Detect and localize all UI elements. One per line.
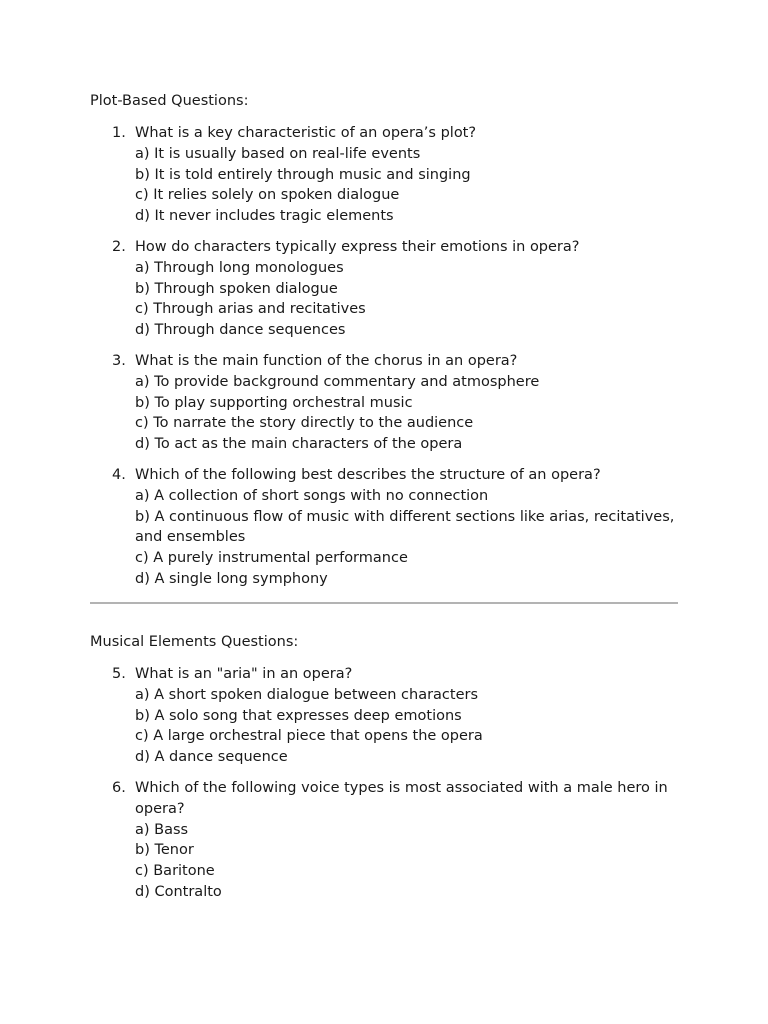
question-4 [90, 465, 680, 590]
question-number: 2. [112, 238, 126, 255]
question-5 [90, 664, 680, 768]
question-6 [90, 778, 680, 903]
answer-option-d: d) To act as the main characters of the opera [135, 436, 463, 453]
question-number: 1. [112, 125, 126, 141]
question-3 [90, 351, 680, 455]
answer-option-a: a) A collection of short songs with no connection [135, 487, 489, 504]
question-text: Which of the following voice types is most associated with a male hero in opera? [135, 779, 668, 817]
question-2 [90, 237, 680, 341]
answer-option-d: d) It never includes tragic elements [135, 208, 394, 225]
answer-option-c: c) A large orchestral piece that opens the opera [135, 728, 483, 745]
answer-option-b: b) A continuous flow of music with different sections like arias, recitatives, and ensembles [135, 508, 675, 546]
question-number: 5. [112, 666, 126, 682]
answer-option-d: d) A single long symphony [135, 570, 328, 587]
answer-option-b: b) It is told entirely through music and singing [135, 166, 471, 183]
section-divider [90, 602, 678, 604]
question-text: What is the main function of the chorus in an opera? [135, 352, 518, 369]
question-1 [90, 123, 680, 227]
question-text: Which of the following best describes the structure of an opera? [135, 466, 601, 483]
answer-option-d: d) A dance sequence [135, 749, 288, 766]
answer-option-d: d) Through dance sequences [135, 322, 346, 339]
answer-option-b: b) To play supporting orchestral music [135, 394, 413, 411]
answer-option-c: c) A purely instrumental performance [135, 550, 408, 567]
question-text: What is a key characteristic of an opera’s plot? [135, 125, 477, 141]
question-number: 3. [112, 352, 126, 369]
answer-option-a: a) Through long monologues [135, 259, 344, 276]
answer-option-a: a) It is usually based on real-life events [135, 145, 421, 162]
answer-option-b: b) A solo song that expresses deep emotions [135, 707, 462, 724]
answer-option-d: d) Contralto [135, 883, 222, 900]
answer-option-a: a) A short spoken dialogue between characters [135, 686, 479, 703]
question-list-plot-based [90, 123, 680, 600]
answer-option-a: a) Bass [135, 821, 189, 838]
answer-option-c: c) Baritone [135, 863, 215, 880]
answer-option-a: a) To provide background commentary and atmosphere [135, 373, 540, 390]
question-number: 6. [112, 779, 126, 796]
answer-option-c: c) Through arias and recitatives [135, 301, 366, 318]
question-number: 4. [112, 466, 126, 483]
answer-option-c: c) To narrate the story directly to the audience [135, 415, 474, 432]
question-text: How do characters typically express their emotions in opera? [135, 238, 580, 255]
section-title-musical-elements: Musical Elements Questions: [90, 634, 299, 650]
section-title-plot-based: Plot-Based Questions: [90, 93, 249, 109]
answer-option-b: b) Through spoken dialogue [135, 280, 338, 297]
question-list-musical-elements [90, 664, 680, 913]
answer-option-b: b) Tenor [135, 842, 194, 859]
answer-option-c: c) It relies solely on spoken dialogue [135, 187, 400, 204]
question-text: What is an "aria" in an opera? [135, 666, 353, 682]
